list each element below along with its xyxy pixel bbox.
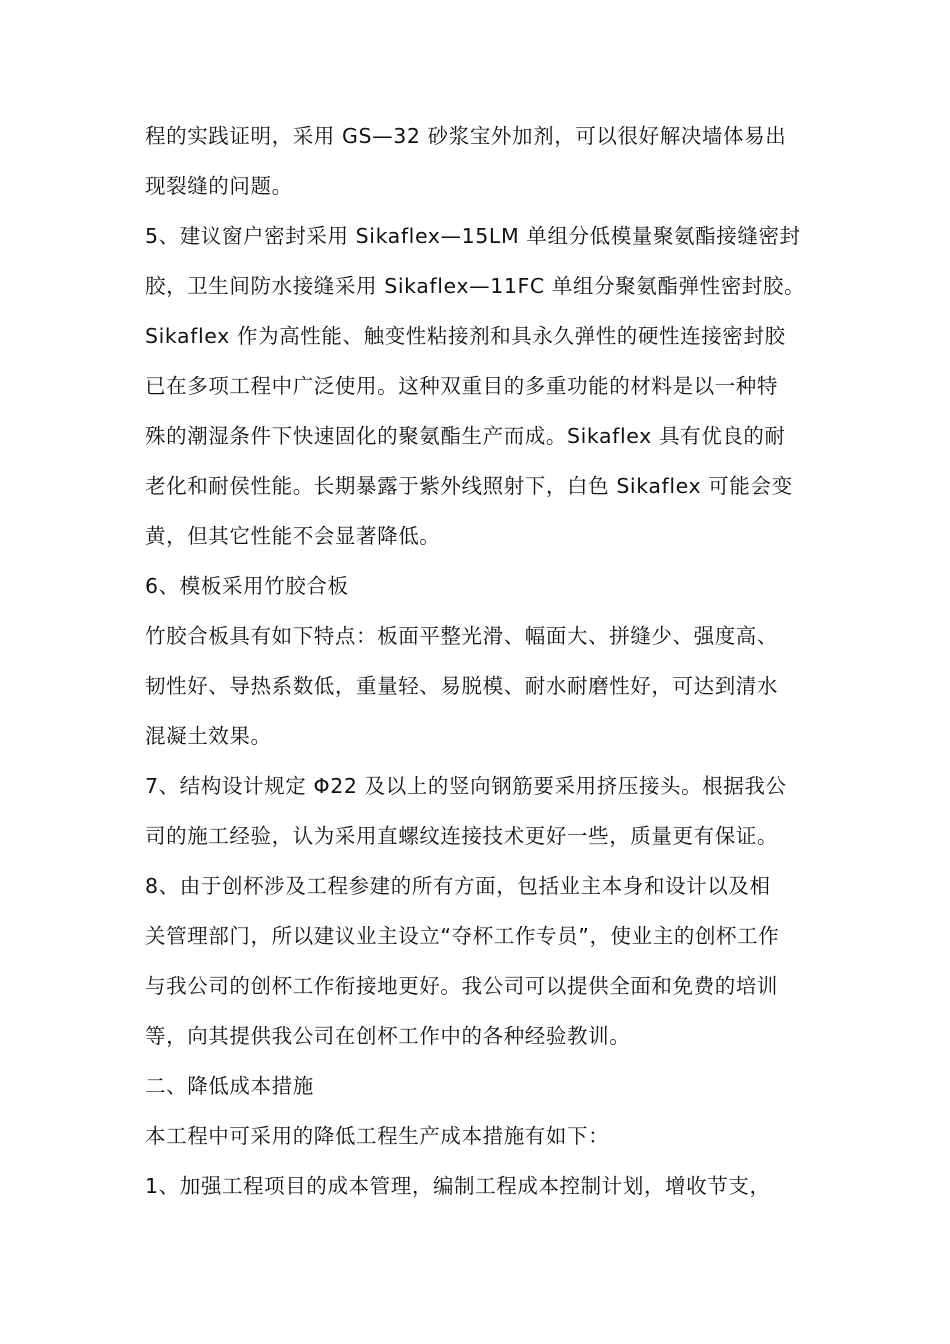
text-line: 关管理部门，所以建议业主设立“夺杯工作专员”，使业主的创杯工作 bbox=[145, 924, 780, 948]
section-heading: 6、模板采用竹胶合板 bbox=[145, 574, 349, 598]
text-line: 等，向其提供我公司在创杯工作中的各种经验教训。 bbox=[145, 1024, 631, 1048]
text-line: 5、建议窗户密封采用 Sikaflex—15LM 单组分低模量聚氨酯接缝密封 bbox=[145, 224, 801, 248]
text-line: 1、加强工程项目的成本管理，编制工程成本控制计划，增收节支， bbox=[145, 1174, 771, 1198]
section-heading: 二、降低成本措施 bbox=[145, 1074, 314, 1098]
text-line: 本工程中可采用的降低工程生产成本措施有如下： bbox=[145, 1124, 610, 1148]
text-line: 司的施工经验，认为采用直螺纹连接技术更好一些，质量更有保证。 bbox=[145, 824, 778, 848]
text-line: Sikaflex 作为高性能、触变性粘接剂和具永久弹性的硬性连接密封胶 bbox=[145, 324, 786, 348]
text-line: 殊的潮湿条件下快速固化的聚氨酯生产而成。Sikaflex 具有优良的耐 bbox=[145, 424, 786, 448]
text-line: 老化和耐侯性能。长期暴露于紫外线照射下，白色 Sikaflex 可能会变 bbox=[145, 474, 793, 498]
text-line: 韧性好、导热系数低，重量轻、易脱模、耐水耐磨性好，可达到清水 bbox=[145, 674, 778, 698]
text-line: 8、由于创杯涉及工程参建的所有方面，包括业主本身和设计以及相 bbox=[145, 874, 771, 898]
text-line: 7、结构设计规定 Φ22 及以上的竖向钢筋要采用挤压接头。根据我公 bbox=[145, 774, 787, 798]
text-line: 程的实践证明，采用 GS—32 砂浆宝外加剂，可以很好解决墙体易出 bbox=[145, 124, 787, 148]
text-line: 黄，但其它性能不会显著降低。 bbox=[145, 524, 441, 548]
text-line: 混凝土效果。 bbox=[145, 724, 272, 748]
text-line: 胶，卫生间防水接缝采用 Sikaflex—11FC 单组分聚氨酯弹性密封胶。 bbox=[145, 274, 806, 298]
text-line: 已在多项工程中广泛使用。这种双重目的多重功能的材料是以一种特 bbox=[145, 374, 778, 398]
text-line: 竹胶合板具有如下特点：板面平整光滑、幅面大、拼缝少、强度高、 bbox=[145, 624, 778, 648]
text-line: 与我公司的创杯工作衔接地更好。我公司可以提供全面和免费的培训 bbox=[145, 974, 778, 998]
text-line: 现裂缝的问题。 bbox=[145, 174, 293, 198]
